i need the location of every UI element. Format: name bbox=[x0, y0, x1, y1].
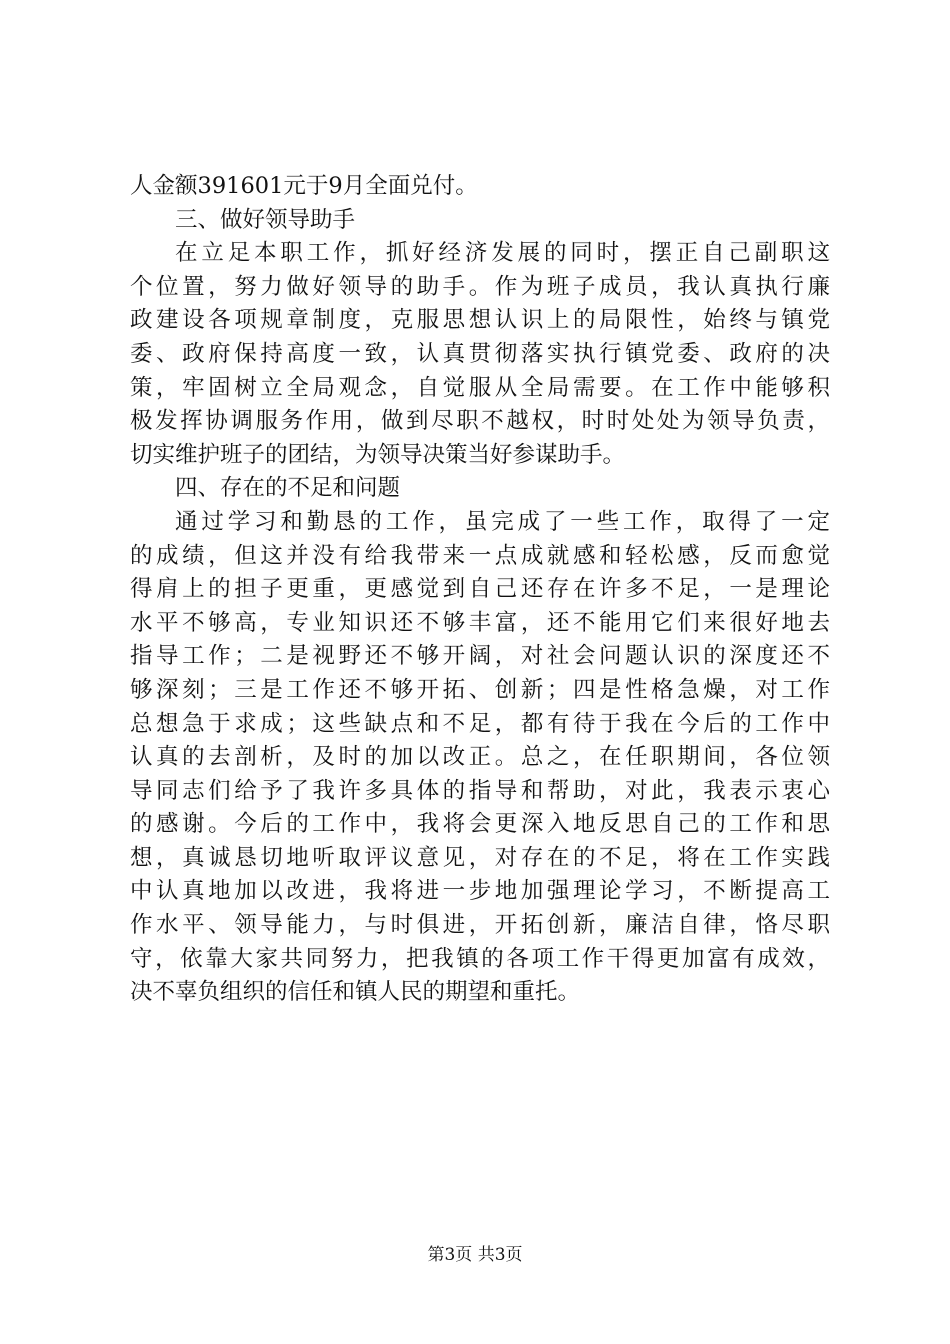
paragraph-line: 人金额391601元于9月全面兑付。 bbox=[130, 173, 478, 199]
paragraph-line: 政建设各项规章制度，克服思想认识上的局限性，始终与镇党 bbox=[130, 307, 830, 334]
paragraph-line: 策，牢固树立全局观念，自觉服从全局需要。在工作中能够积 bbox=[130, 374, 830, 401]
paragraph-line: 导同志们给予了我许多具体的指导和帮助，对此，我表示衷心 bbox=[130, 777, 830, 804]
section-heading-4: 四、存在的不足和问题 bbox=[175, 475, 401, 502]
paragraph-line: 在立足本职工作，抓好经济发展的同时，摆正自己副职这 bbox=[175, 240, 830, 267]
paragraph-line: 作水平、领导能力，与时俱进，开拓创新，廉洁自律，恪尽职 bbox=[130, 912, 830, 939]
paragraph-line: 的感谢。今后的工作中，我将会更深入地反思自己的工作和思 bbox=[130, 811, 830, 838]
paragraph-line: 够深刻；三是工作还不够开拓、创新；四是性格急燥，对工作 bbox=[130, 676, 830, 703]
paragraph-line: 想，真诚恳切地听取评议意见，对存在的不足，将在工作实践 bbox=[130, 844, 830, 871]
paragraph-line: 中认真地加以改进，我将进一步地加强理论学习，不断提高工 bbox=[130, 878, 830, 905]
paragraph-line: 决不辜负组织的信任和镇人民的期望和重托。 bbox=[130, 979, 581, 1006]
paragraph-line: 得肩上的担子更重，更感觉到自己还存在许多不足，一是理论 bbox=[130, 576, 830, 603]
document-body bbox=[130, 170, 830, 1010]
paragraph-line: 切实维护班子的团结，为领导决策当好参谋助手。 bbox=[130, 441, 626, 468]
paragraph-line: 水平不够高，专业知识还不够丰富，还不能用它们来很好地去 bbox=[130, 609, 830, 636]
paragraph-line: 通过学习和勤恳的工作，虽完成了一些工作，取得了一定 bbox=[175, 508, 830, 535]
paragraph-line: 指导工作；二是视野还不够开阔，对社会问题认识的深度还不 bbox=[130, 643, 830, 670]
paragraph-line: 个位置，努力做好领导的助手。作为班子成员，我认真执行廉 bbox=[130, 273, 830, 300]
paragraph-line: 守，依靠大家共同努力，把我镇的各项工作干得更加富有成效， bbox=[130, 945, 830, 972]
section-heading-3: 三、做好领导助手 bbox=[175, 206, 356, 233]
paragraph-line: 的成绩，但这并没有给我带来一点成就感和轻松感，反而愈觉 bbox=[130, 542, 830, 569]
paragraph-line: 认真的去剖析，及时的加以改正。总之，在任职期间，各位领 bbox=[130, 744, 830, 771]
page-number-footer: 第3页 共3页 bbox=[427, 1245, 523, 1265]
paragraph-line: 委、政府保持高度一致，认真贯彻落实执行镇党委、政府的决 bbox=[130, 340, 830, 367]
paragraph-line: 总想急于求成；这些缺点和不足，都有待于我在今后的工作中 bbox=[130, 710, 830, 737]
paragraph-line: 极发挥协调服务作用，做到尽职不越权，时时处处为领导负责， bbox=[130, 408, 830, 435]
